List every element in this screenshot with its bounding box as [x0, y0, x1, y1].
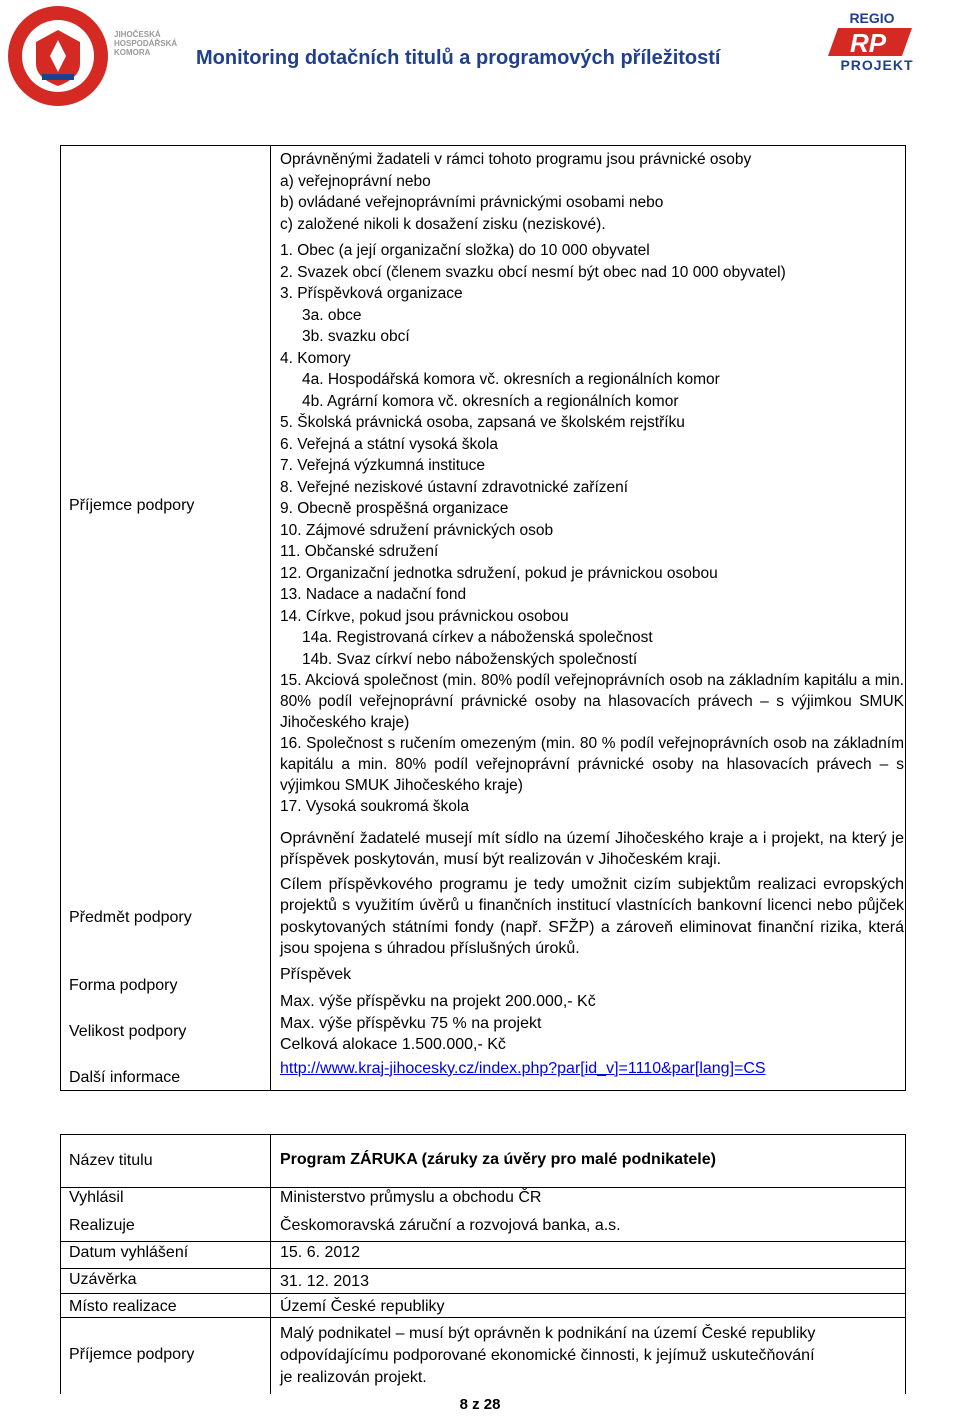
recipients-content — [280, 149, 904, 1078]
list-item: 4a. Hospodářská komora vč. okresních a regionálních komor — [302, 371, 720, 388]
column-divider — [270, 146, 271, 1090]
list-item: 8. Veřejné neziskové ústavní zdravotnické zařízení — [280, 478, 629, 496]
announced-value: Ministerstvo průmyslu a obchodu ČR — [280, 1189, 542, 1206]
chamber-line: JIHOČESKÁ — [114, 30, 161, 39]
list-item: 6. Veřejná a státní vysoká škola — [280, 435, 498, 453]
place-value: Území České republiky — [280, 1298, 445, 1315]
chamber-line: HOSPODÁŘSKÁ — [114, 39, 178, 48]
seat-note: Oprávnění žadatelé musejí mít sídlo na území Jihočeského kraje a i projekt, na který je příspěvek poskytován, musí být realizován v Jihočeském kraji. — [280, 829, 904, 868]
program-title: Program ZÁRUKA (záruky za úvěry pro malé podnikatele) — [280, 1151, 716, 1168]
title-label: Název titulu — [69, 1152, 153, 1169]
place-label: Místo realizace — [69, 1298, 177, 1315]
recipients-intro — [280, 149, 904, 235]
subject-text: Cílem příspěvkového programu je tedy umožnit cizím subjektům realizaci evropských projektů s využitím úvěrů u finančních institucí vlastnících bankovní licenci nebo půjček poskytovaných státními fondy (např. SFŽP) a zároveň eliminovat finanční rizika, která jsou spojena s úhradou příslušných úroků. — [280, 875, 904, 957]
date-label: Datum vyhlášení — [69, 1244, 189, 1261]
page-title: Monitoring dotačních titulů a programových příležitostí — [196, 47, 721, 69]
page-number: 8 z 28 — [459, 1396, 501, 1413]
recipient-line: odpovídajícímu podporované ekonomické činnosti, k jejímuž uskutečňování — [280, 1347, 815, 1364]
page-header — [0, 0, 960, 110]
date-value: 15. 6. 2012 — [280, 1244, 361, 1261]
list-item: 14b. Svaz církví nebo náboženských společností — [302, 650, 638, 668]
list-item: 11. Občanské sdružení — [280, 543, 439, 560]
intro-line: a) veřejnoprávní nebo — [280, 172, 431, 190]
column-divider — [270, 1135, 271, 1394]
recipient-value — [280, 1323, 815, 1389]
intro-line: c) založené nikoli k dosažení zisku (neziskové). — [280, 215, 606, 233]
info-label: Další informace — [69, 1069, 181, 1086]
size-line: Celková alokace 1.500.000,- Kč — [280, 1036, 506, 1053]
recipient-line: je realizován projekt. — [280, 1369, 427, 1386]
regio-logo-subtitle: PROJEKT — [840, 57, 914, 73]
list-item: 15. Akciová společnost (min. 80% podíl veřejnoprávních osob na základním kapitálu a min. 80% podíl veřejnoprávní právnické osoby na hlasovacích právech – s výjimkou SMUK Jihočeského kraje) — [280, 672, 904, 731]
regio-rp-logo-icon — [824, 10, 920, 58]
form-label: Forma podpory — [69, 977, 178, 994]
list-item: 5. Školská právnická osoba, zapsaná ve školském rejstříku — [280, 414, 685, 431]
recipient-line: Malý podnikatel – musí být oprávněn k podnikání na území České republiky — [280, 1325, 816, 1342]
list-item: 3a. obce — [302, 306, 362, 324]
row-divider — [61, 1317, 905, 1318]
row-divider — [61, 1293, 905, 1294]
list-item: 13. Nadace a nadační fond — [280, 586, 467, 603]
program-details-table — [60, 145, 906, 1091]
list-item: 1. Obec (a její organizační složka) do 10 000 obyvatel — [280, 242, 650, 259]
subject-label: Předmět podpory — [69, 909, 192, 926]
row-divider — [61, 1268, 905, 1269]
size-values — [280, 991, 904, 1056]
svg-text:RP: RP — [849, 28, 887, 58]
intro-line: Oprávněnými žadateli v rámci tohoto programu jsou právnické osoby — [280, 151, 752, 168]
list-item: 3. Příspěvková organizace — [280, 285, 463, 302]
row-divider — [61, 1241, 905, 1242]
row-divider — [61, 1187, 905, 1188]
list-item: 17. Vysoká soukromá škola — [280, 798, 469, 815]
list-item: 16. Společnost s ručením omezeným (min. 80 % podíl veřejnoprávních osob na základním kapitálu a min. 80% podíl veřejnoprávní právnické osoby na hlasovacích právech – s výjimkou SMUK Jihočeského kraje) — [280, 735, 904, 794]
chamber-name — [114, 30, 177, 57]
implements-value: Českomoravská záruční a rozvojová banka, a.s. — [280, 1217, 621, 1234]
size-line: Max. výše příspěvku na projekt 200.000,- Kč — [280, 993, 596, 1010]
list-item: 4. Komory — [280, 349, 351, 367]
list-item: 12. Organizační jednotka sdružení, pokud je právnickou osobou — [280, 564, 718, 582]
recipient-label: Příjemce podpory — [69, 1346, 195, 1363]
chamber-logo-icon — [6, 4, 110, 108]
size-line: Max. výše příspěvku 75 % na projekt — [280, 1014, 542, 1032]
implements-label: Realizuje — [69, 1217, 135, 1234]
info-link[interactable]: http://www.kraj-jihocesky.cz/index.php?par[id_v]=1110&par[lang]=CS — [280, 1059, 766, 1077]
recipients-list — [280, 240, 904, 670]
deadline-label: Uzávěrka — [69, 1271, 137, 1288]
list-item: 9. Obecně prospěšná organizace — [280, 500, 509, 517]
recipients-label: Příjemce podpory — [69, 497, 195, 514]
list-item: 3b. svazku obcí — [302, 328, 410, 345]
intro-line: b) ovládané veřejnoprávními právnickými osobami nebo — [280, 194, 664, 211]
list-item: 10. Zájmové sdružení právnických osob — [280, 521, 554, 539]
list-item: 4b. Agrární komora vč. okresních a regionálních komor — [302, 392, 679, 410]
regio-logo-text: REGIO — [849, 10, 895, 26]
list-item: 14. Církve, pokud jsou právnickou osobou — [280, 607, 569, 625]
form-value: Příspěvek — [280, 965, 352, 983]
list-item: 2. Svazek obcí (členem svazku obcí nesmí být obec nad 10 000 obyvatel) — [280, 263, 786, 281]
chamber-line: KOMORA — [114, 48, 151, 57]
list-item: 7. Veřejná výzkumná instituce — [280, 457, 486, 474]
deadline-value: 31. 12. 2013 — [280, 1273, 369, 1290]
program-zaruka-table — [60, 1134, 906, 1394]
list-item: 14a. Registrovaná církev a náboženská společnost — [302, 629, 653, 646]
size-label: Velikost podpory — [69, 1023, 187, 1040]
announced-label: Vyhlásil — [69, 1189, 124, 1206]
